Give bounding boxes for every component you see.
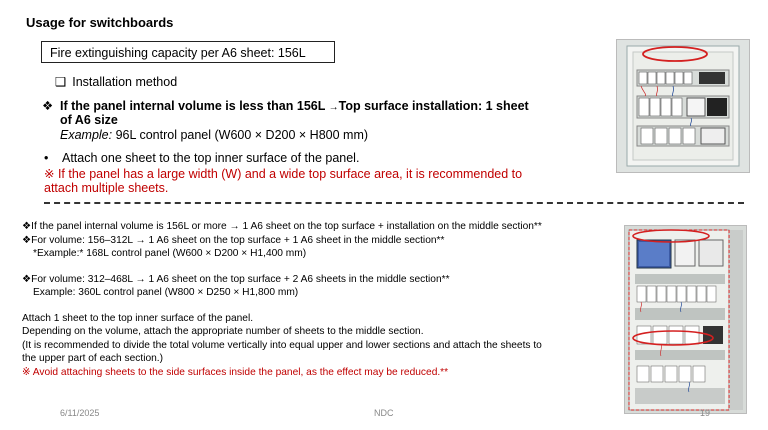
- section-divider: [44, 202, 744, 204]
- example-360l: Example: 360L control panel (W800 × D250 × H1,800 mm): [33, 287, 299, 298]
- switchboard-small-illustration: [617, 40, 749, 172]
- section2-block: [22, 220, 592, 379]
- attach-one-sheet: [44, 151, 359, 165]
- avoid-side-note: ※ Avoid attaching sheets to the side surfaces inside the panel, as the effect may be reduced.**: [22, 366, 449, 378]
- switchboard-tall-illustration: [625, 226, 746, 413]
- attach-middle-sheets: Depending on the volume, attach the appropriate number of sheets to the middle section.: [22, 326, 424, 337]
- example-small-panel: [60, 128, 368, 142]
- example-168l: *Example:* 168L control panel (W600 × D200 × H1,400 mm): [33, 248, 307, 259]
- diamond-bullet-icon: ❖: [42, 99, 54, 113]
- switchboard-photo-tall: [624, 225, 747, 414]
- divide-volume-note-2: the upper part of each section.): [22, 353, 164, 364]
- example-text: 96L control panel (W600 × D200 × H800 mm): [112, 128, 369, 142]
- rule-312-468: ❖For volume: 312–468L → 1 A6 sheet on the top surface + 2 A6 sheets in the middle section**: [22, 273, 450, 285]
- footer-page-number: 19: [700, 408, 711, 418]
- rule-small-line2: of A6 size: [60, 113, 118, 127]
- rule-large-line: ❖If the panel internal volume is 156L or more → 1 A6 sheet on the top surface + installation on the middle section**: [22, 221, 542, 232]
- installation-method-heading: [55, 74, 177, 89]
- example-label: Example:: [60, 128, 113, 142]
- switchboard-photo-small: [616, 39, 750, 173]
- capacity-box: Fire extinguishing capacity per A6 sheet: 156L: [41, 41, 335, 63]
- dot-bullet-icon: •: [44, 151, 49, 165]
- rule-small-result: Top surface installation: 1 sheet: [338, 99, 529, 113]
- divide-volume-note-1: (It is recommended to divide the total volume vertically into equal upper and lower sections and attach the sheets to: [22, 339, 542, 351]
- installation-method-label: Installation method: [72, 75, 178, 89]
- rule-156-312: ❖For volume: 156–312L → 1 A6 sheet on the top surface + 1 A6 sheet in the middle section**: [22, 234, 445, 246]
- attach-one-text: Attach one sheet to the top inner surface of the panel.: [62, 151, 360, 165]
- slide-title: Usage for switchboards: [26, 15, 174, 30]
- attach-top-sheet: Attach 1 sheet to the top inner surface of the panel.: [22, 312, 254, 324]
- note-large-width-1: ※ If the panel has a large width (W) and a wide top surface area, it is recommended to: [44, 167, 523, 181]
- rule-small-text: If the panel internal volume is less than 156L: [60, 99, 326, 113]
- arrow-icon: →: [328, 102, 339, 113]
- footer-date: 6/11/2025: [60, 408, 100, 418]
- rule-small-panel: [42, 98, 529, 113]
- footer-center: NDC: [374, 408, 394, 418]
- note-large-width-2: attach multiple sheets.: [44, 181, 169, 195]
- checkbox-icon: ❑: [55, 75, 67, 89]
